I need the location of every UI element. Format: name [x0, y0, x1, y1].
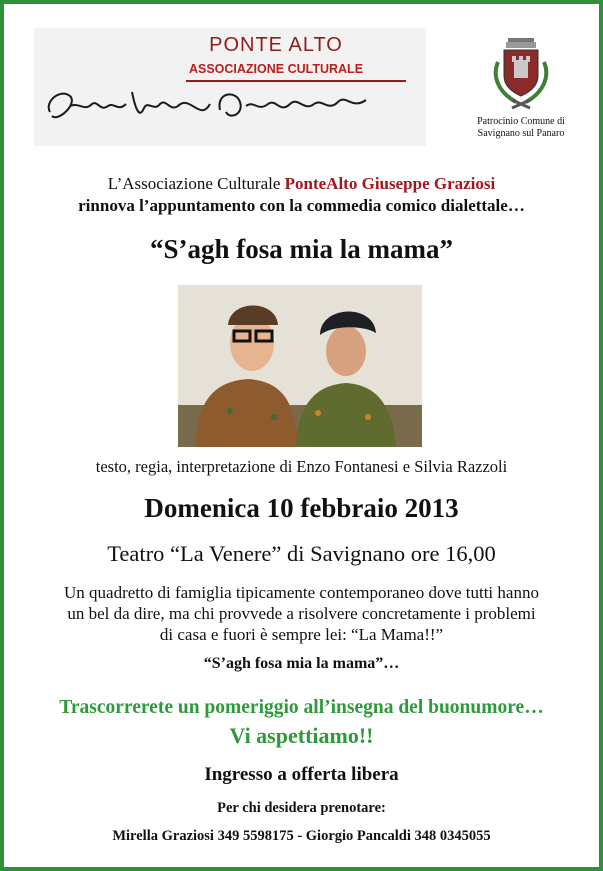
association-logo — [34, 28, 426, 146]
invitation-line-2: Vi aspettiamo!! — [229, 723, 374, 748]
credits: testo, regia, interpretazione di Enzo Fontanesi e Silvia Razzoli — [95, 457, 508, 476]
intro-prefix: L’Associazione Culturale — [107, 174, 285, 193]
event-date: Domenica 10 febbraio 2013 — [144, 493, 459, 523]
invitation-line-1: Trascorrerete un pomeriggio all’insegna del buonumore… — [59, 697, 544, 718]
description — [24, 582, 579, 645]
description-line-2: un bel da dire, ma chi provvede a risolvere concretamente i problemi — [67, 604, 536, 623]
entry-info: Ingresso a offerta libera — [204, 764, 399, 785]
intro-line-2: rinnova l’appuntamento con la commedia comico dialettale… — [78, 196, 525, 215]
show-title: “S’agh fosa mia la mama” — [150, 234, 453, 264]
association-name: PonteAlto Giuseppe Graziosi — [284, 174, 496, 193]
description-line-1: Un quadretto di famiglia tipicamente contemporaneo dove tutti hanno — [64, 583, 539, 602]
municipality-crest-icon — [490, 32, 552, 112]
logo-subtitle: ASSOCIAZIONE CULTURALE — [188, 62, 364, 76]
logo-title: PONTE ALTO — [209, 34, 343, 56]
description-title: “S’agh fosa mia la mama”… — [203, 655, 400, 672]
signature-graphic — [40, 82, 380, 126]
description-line-3: di casa e fuori è sempre lei: “La Mama!!” — [159, 625, 444, 644]
patronage-text — [456, 116, 586, 140]
booking-label: Per chi desidera prenotare: — [217, 800, 386, 816]
event-venue: Teatro “La Venere” di Savignano ore 16,00 — [107, 541, 496, 566]
patronage-line-1: Patrocinio Comune di — [477, 116, 565, 127]
patronage-line-2: Savignano sul Panaro — [477, 128, 565, 139]
actors-photo — [178, 285, 422, 447]
intro-line-1 — [4, 174, 599, 194]
booking-contacts: Mirella Graziosi 349 5598175 - Giorgio Pancaldi 348 0345055 — [112, 828, 491, 844]
